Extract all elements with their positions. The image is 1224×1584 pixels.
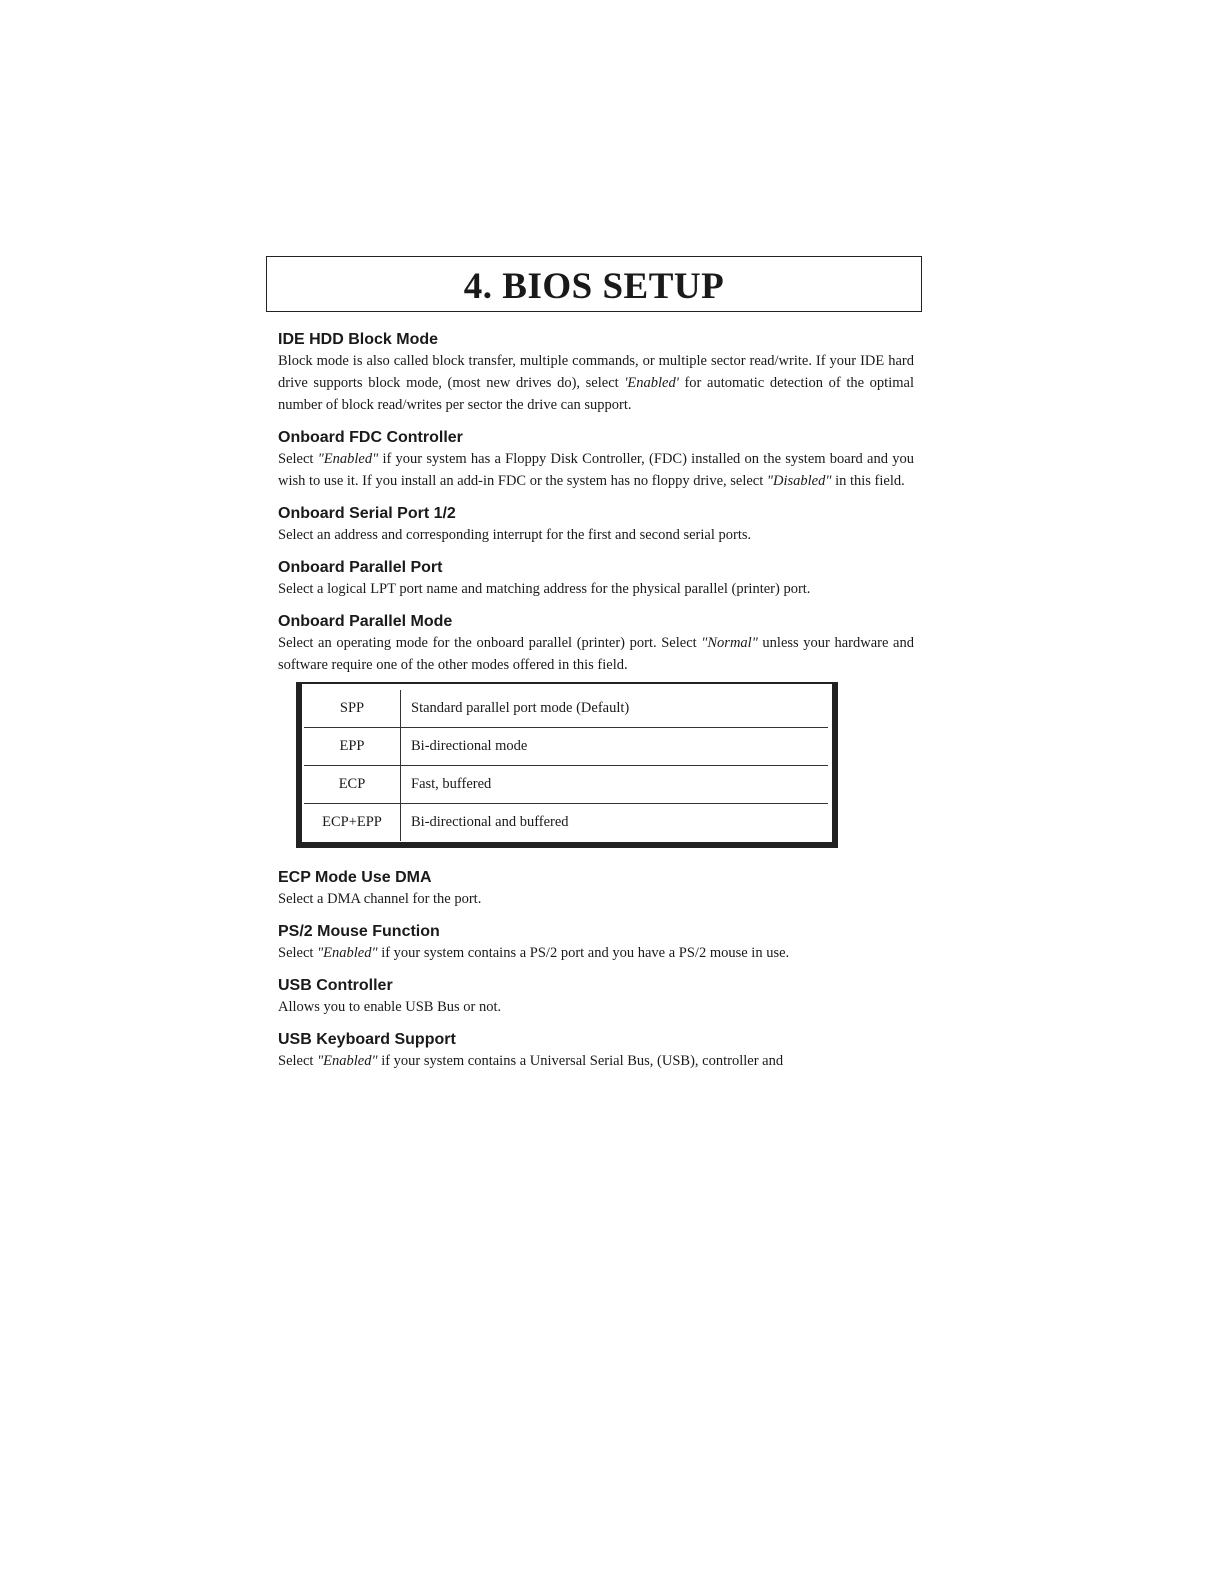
mode-description: Fast, buffered <box>401 766 829 804</box>
section-heading: Onboard Parallel Mode <box>278 613 453 630</box>
mode-description: Bi-directional and buffered <box>411 814 569 830</box>
section-usb-controller <box>278 976 914 1018</box>
content <box>278 330 914 1072</box>
parallel-mode-table <box>296 682 838 848</box>
section-heading: USB Controller <box>278 977 393 994</box>
section-body: Select a logical LPT port name and matching address for the physical parallel (printer) port. <box>278 581 811 597</box>
section-heading: Onboard Parallel Port <box>278 559 443 576</box>
section-onboard-fdc-controller <box>278 428 914 492</box>
section-body: Select "Enabled" if your system has a Floppy Disk Controller, (FDC) installed on the system board and you wish to use it. If you install an add-in FDC or the system has no floppy drive, select "Disabled" in this field. <box>278 451 914 489</box>
table-row <box>304 804 828 842</box>
section-heading: Onboard Serial Port 1/2 <box>278 505 456 522</box>
section-body: Select "Enabled" if your system contains a PS/2 port and you have a PS/2 mouse in use. <box>278 945 790 961</box>
section-usb-keyboard-support <box>278 1030 914 1072</box>
section-ide-hdd-block-mode <box>278 330 914 416</box>
section-ecp-mode-use-dma <box>278 868 914 910</box>
page-title: 4. BIOS SETUP <box>463 266 725 307</box>
table-row <box>304 690 828 728</box>
section-heading: PS/2 Mouse Function <box>278 923 440 940</box>
mode-description: Standard parallel port mode (Default) <box>401 690 829 728</box>
mode-table <box>304 690 828 841</box>
section-ps2-mouse-function <box>278 922 914 964</box>
section-heading: IDE HDD Block Mode <box>278 331 439 348</box>
section-heading: Onboard FDC Controller <box>278 429 463 446</box>
title-box <box>266 256 922 312</box>
mode-name: SPP <box>304 690 401 728</box>
mode-description: Bi-directional mode <box>401 728 829 766</box>
table-row <box>304 728 828 766</box>
section-body: Select a DMA channel for the port. <box>278 891 482 907</box>
section-body: Allows you to enable USB Bus or not. <box>278 999 502 1015</box>
section-body: Select an operating mode for the onboard parallel (printer) port. Select "Normal" unless your hardware and software require one of the other modes offered in this field. <box>278 635 914 673</box>
section-heading: ECP Mode Use DMA <box>278 869 432 886</box>
section-body: Select an address and corresponding interrupt for the first and second serial ports. <box>278 527 752 543</box>
section-heading: USB Keyboard Support <box>278 1031 456 1048</box>
section-body: Block mode is also called block transfer, multiple commands, or multiple sector read/write. If your IDE hard drive supports block mode, (most new drives do), select 'Enabled' for automatic detection of the optimal number of block read/writes per sector the drive can support. <box>278 353 914 413</box>
section-body: Select "Enabled" if your system contains a Universal Serial Bus, (USB), controller and <box>278 1053 784 1069</box>
mode-name: ECP+EPP <box>304 804 401 842</box>
section-onboard-serial-port <box>278 504 914 546</box>
section-onboard-parallel-mode <box>278 612 914 676</box>
mode-name: ECP <box>304 766 401 804</box>
table-row <box>304 766 828 804</box>
mode-name: EPP <box>304 728 401 766</box>
section-onboard-parallel-port <box>278 558 914 600</box>
